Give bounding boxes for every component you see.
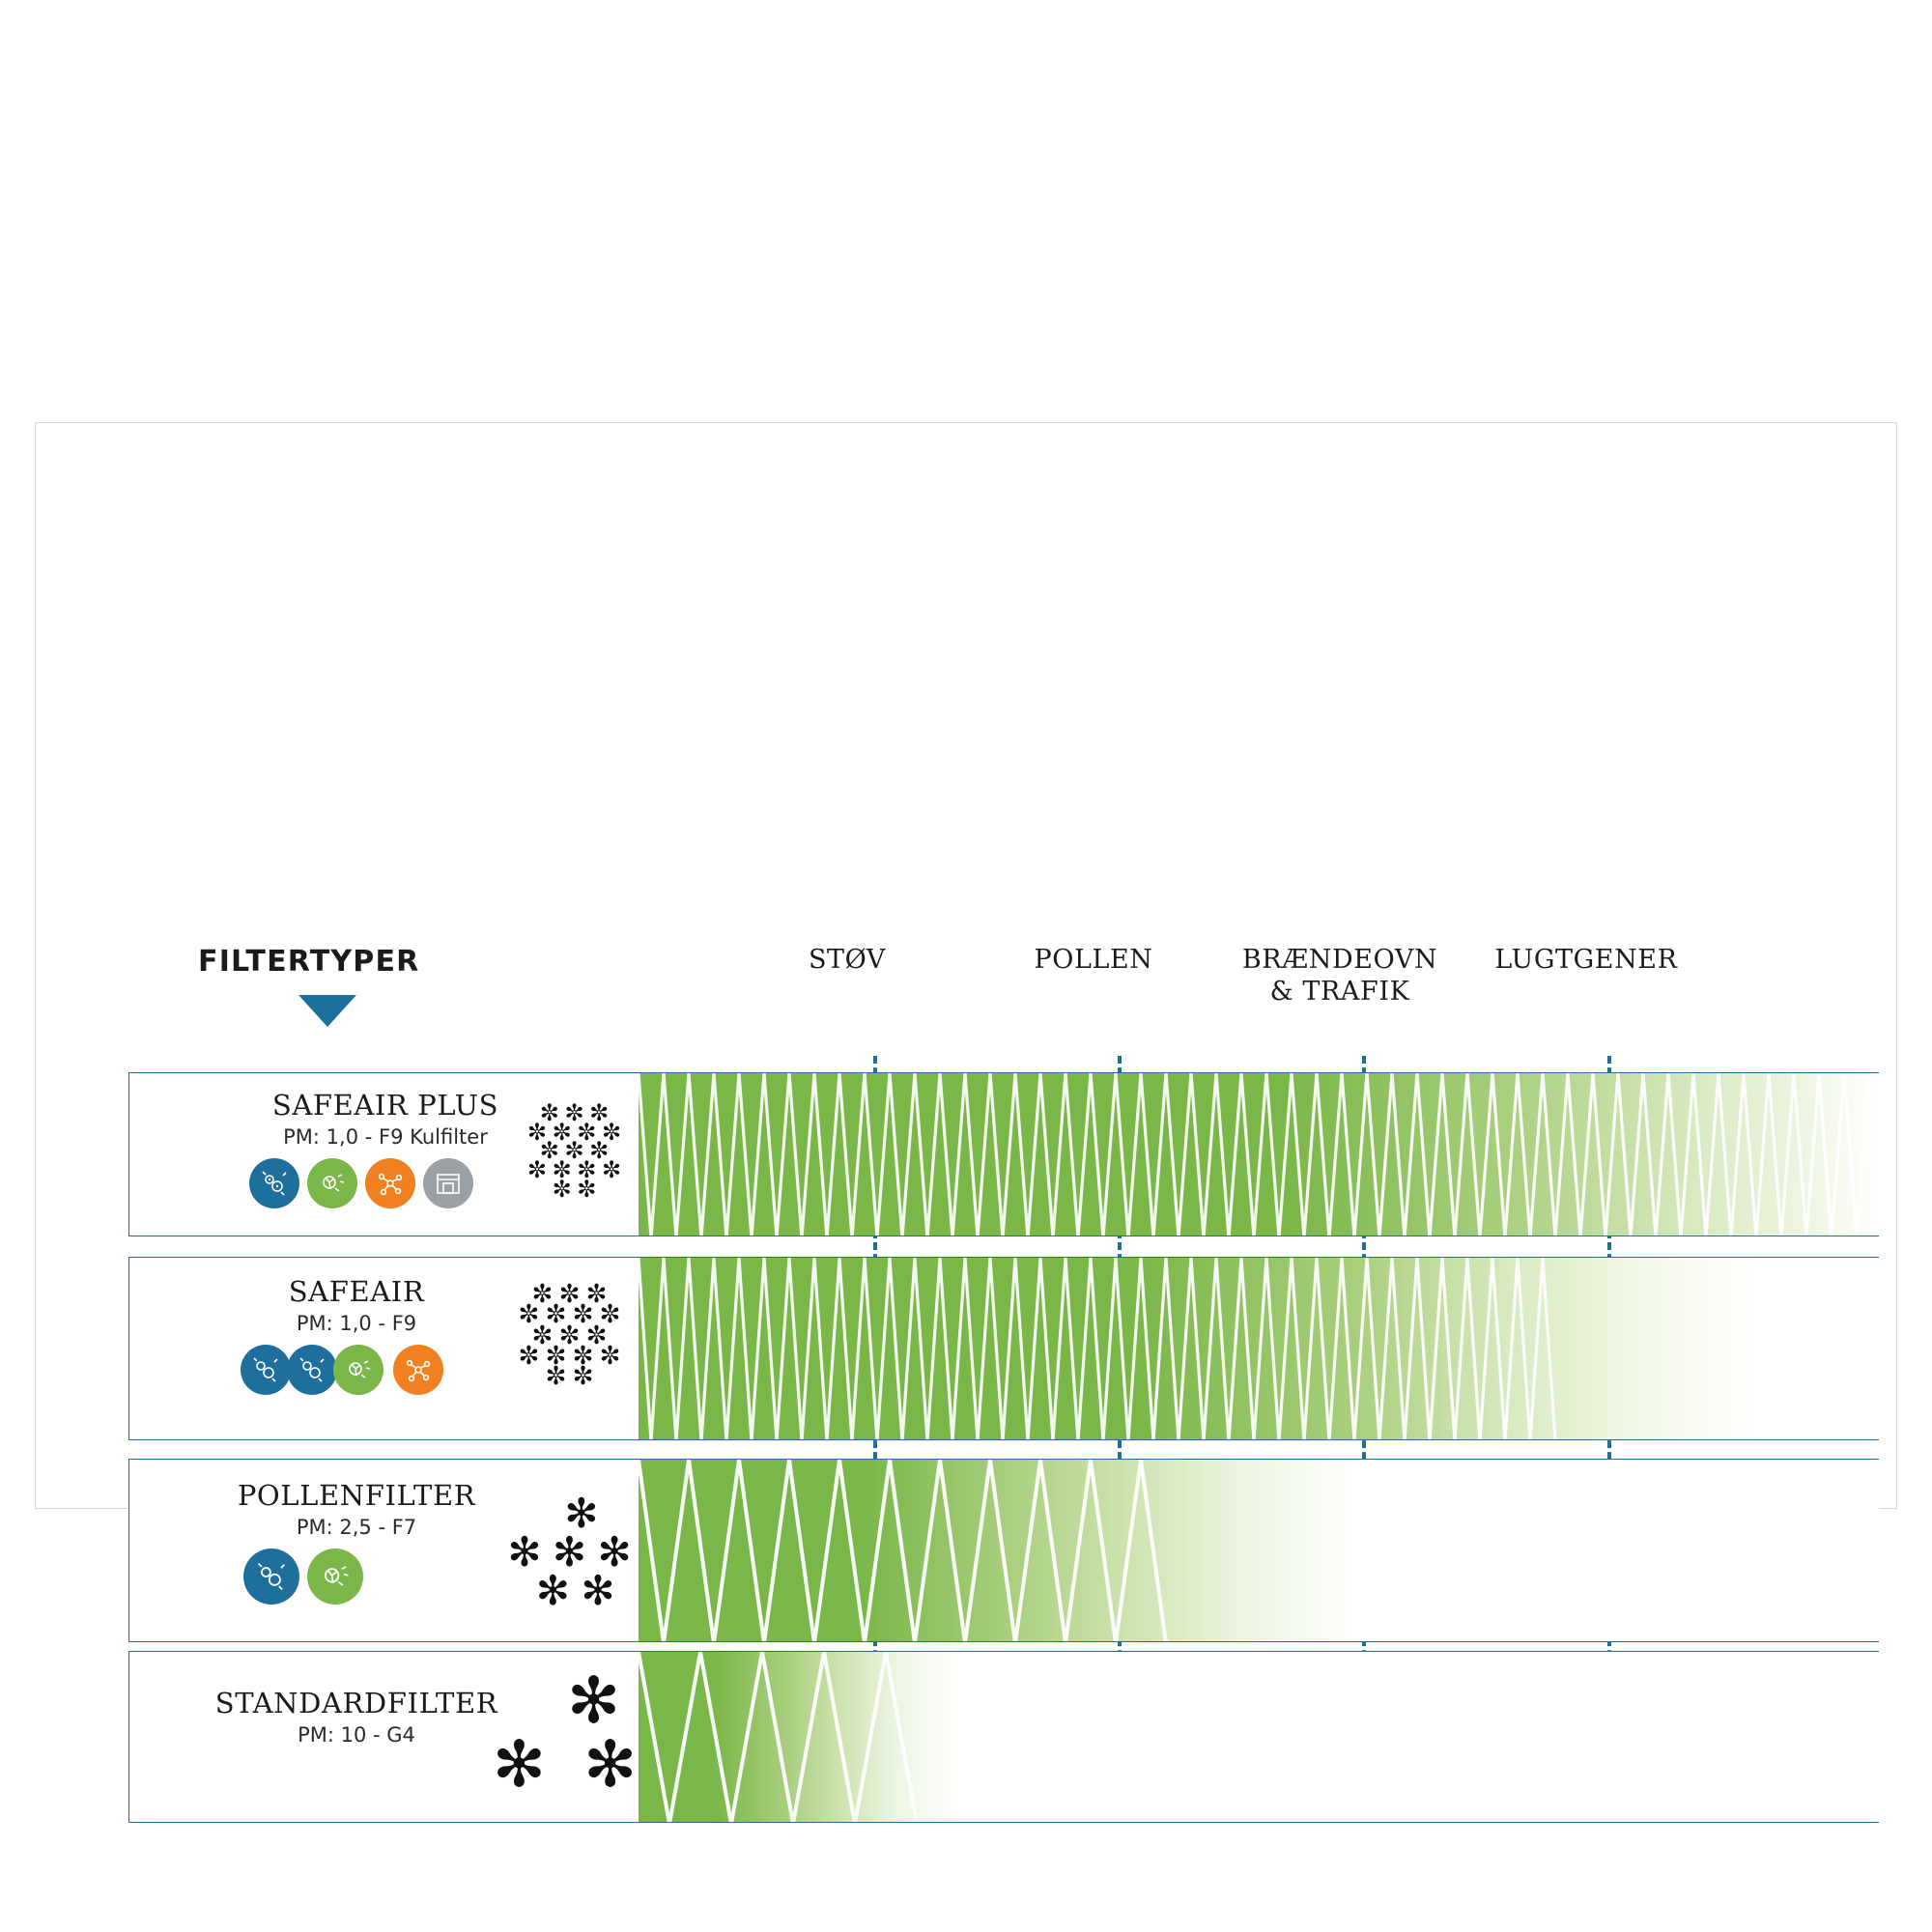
dust-icon xyxy=(249,1158,299,1208)
pollen-icon xyxy=(333,1345,384,1395)
diagram-card xyxy=(35,422,1897,1802)
row-subtitle: PM: 10 - G4 xyxy=(298,1723,415,1747)
row-title: STANDARDFILTER xyxy=(214,1687,498,1719)
column-header-lugtgener: LUGTGENER xyxy=(1494,945,1678,975)
particle-cluster-medium: ✻ ✻ ✻ ✻ ✻ ✻ xyxy=(507,1490,631,1614)
column-header-stov: STØV xyxy=(808,945,887,975)
coverage-strip-safeair xyxy=(639,1258,1879,1439)
row-title: SAFEAIR xyxy=(288,1275,425,1308)
page-title: FILTERTYPER xyxy=(198,945,420,979)
dust-icon xyxy=(243,1548,299,1605)
pollen-icon xyxy=(307,1548,363,1605)
table-row xyxy=(128,1257,1879,1440)
molecule-icon xyxy=(393,1345,443,1395)
down-arrow-icon xyxy=(298,995,356,1027)
table-row xyxy=(128,1651,1879,1823)
dust-icon xyxy=(287,1345,337,1395)
column-header-braendeovn: BRÆNDEOVN & TRAFIK xyxy=(1241,945,1438,1007)
coverage-strip-pollenfilter xyxy=(639,1460,1879,1641)
table-row xyxy=(128,1459,1879,1642)
dust-icon xyxy=(241,1345,291,1395)
coverage-strip-safeair-plus xyxy=(639,1073,1879,1236)
row-title: POLLENFILTER xyxy=(237,1479,476,1512)
particle-cluster-small: ✼ ✼ ✼ ✼ ✼ ✼ ✼ ✼ ✼ ✼ ✼ ✼ ✼ ✼ ✼ ✼ xyxy=(526,1099,621,1203)
row-subtitle: PM: 1,0 - F9 Kulfilter xyxy=(283,1125,488,1149)
particle-cluster-small: ✼ ✼ ✼ ✼ ✼ ✼ ✼ ✼ ✼ ✼ ✼ ✼ ✼ ✼ ✼ ✼ xyxy=(518,1280,620,1392)
row-subtitle: PM: 2,5 - F7 xyxy=(296,1516,417,1539)
fireplace-icon xyxy=(423,1158,473,1208)
molecule-icon xyxy=(365,1158,415,1208)
coverage-strip-standardfilter xyxy=(639,1652,1879,1822)
row-title: SAFEAIR PLUS xyxy=(271,1089,499,1122)
pollen-icon xyxy=(307,1158,357,1208)
column-header-pollen: POLLEN xyxy=(1034,945,1153,975)
row-subtitle: PM: 1,0 - F9 xyxy=(296,1312,417,1335)
table-row xyxy=(128,1072,1879,1236)
particle-cluster-large: ✻ ✻ ✻ xyxy=(492,1663,637,1802)
